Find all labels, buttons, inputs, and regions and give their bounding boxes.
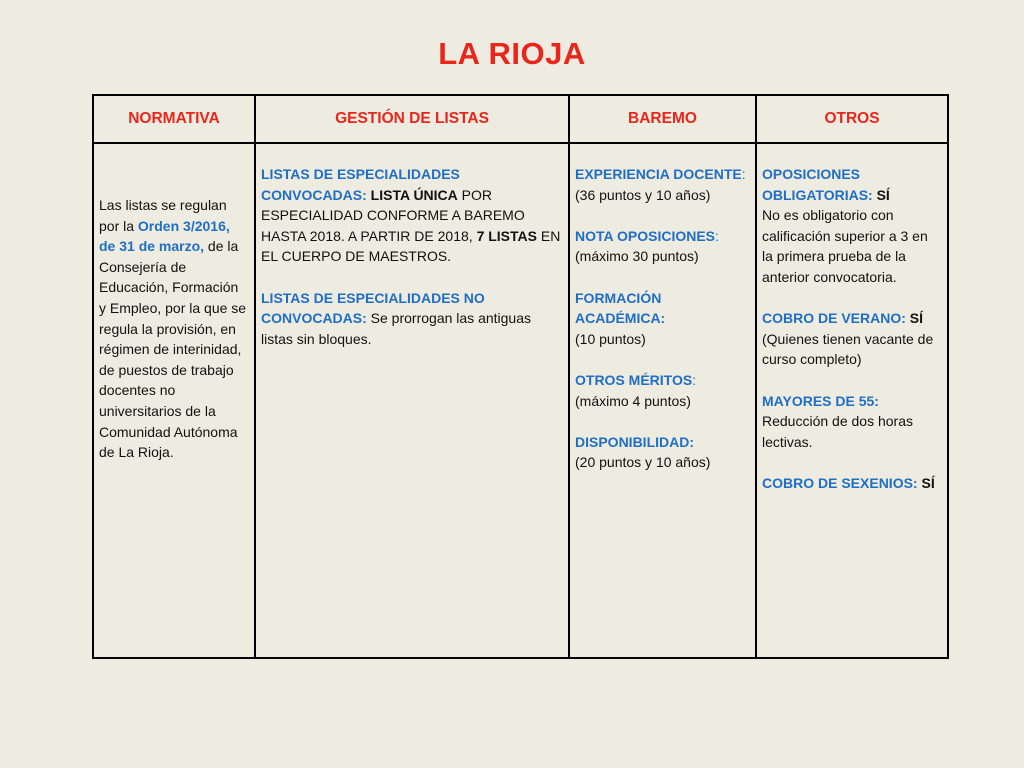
otros-mayores-block [762,391,941,453]
baremo-item-suffix: : [692,371,697,388]
baremo-item [575,288,749,350]
otros-verano-note: (Quienes tienen vacante de curso completo) [762,330,934,368]
baremo-item-label: NOTA OPOSICIONES [575,227,716,244]
otros-oposiciones-value: SÍ [872,186,890,203]
header-baremo: BAREMO [569,95,756,143]
otros-sexenios-value: SÍ [917,474,935,491]
gestion-convocadas-bold1: LISTA ÚNICA [370,186,458,203]
gestion-convocadas-block [261,164,562,267]
otros-oposiciones-label: OPOSICIONES OBLIGATORIAS: [762,166,873,203]
gestion-no-convocadas-label: LISTAS DE ESPECIALIDADES NO CONVOCADAS: [261,289,485,327]
otros-verano-label: COBRO DE VERANO: [762,310,906,327]
content-row [93,143,948,658]
comparison-table [92,94,949,659]
otros-mayores-note: Reducción de dos horas lectivas. [762,413,913,450]
otros-sexenios-block [762,473,941,494]
baremo-item-value: (máximo 4 puntos) [575,392,691,409]
gestion-cell [255,143,569,658]
baremo-item-label: EXPERIENCIA DOCENTE [575,166,742,182]
page-title: LA RIOJA [438,36,586,71]
baremo-item-suffix: : [715,227,719,244]
normativa-text-pre: Las listas se regulan por la [99,197,227,234]
header-row [93,95,948,143]
header-otros: OTROS [756,95,948,143]
baremo-item [575,432,749,473]
gestion-convocadas-bold2: 7 LISTAS [476,227,537,244]
normativa-order-link: Orden 3/2016, de 31 de marzo, [99,217,230,255]
otros-verano-value: SÍ [905,310,924,327]
normativa-text-post: de la Consejería de Educación, Formación y Empleo, por la que se regula la provisión, en régimen de interinidad, de puestos de trabajo docentes no universitarios de la Comunidad Autónoma de La Rioja. [99,238,247,461]
baremo-item-label: FORMACIÓN ACADÉMICA: [575,289,666,327]
baremo-item-value: (36 puntos y 10 años) [575,186,711,203]
baremo-item [575,226,749,267]
baremo-item [575,370,749,411]
baremo-item-label: DISPONIBILIDAD: [575,433,694,450]
otros-oposiciones-block [762,164,941,288]
baremo-item-value: (máximo 30 puntos) [575,248,699,265]
header-normativa: NORMATIVA [93,95,255,143]
otros-mayores-label: MAYORES DE 55: [762,392,879,409]
gestion-no-convocadas-block [261,288,562,350]
gestion-convocadas-label: LISTAS DE ESPECIALIDADES CONVOCADAS: [261,166,460,203]
gestion-convocadas-text2: EN EL CUERPO DE MAESTROS. [261,227,561,265]
baremo-cell [569,143,756,658]
header-gestion-de-listas: GESTIÓN DE LISTAS [255,95,569,143]
otros-cell [756,143,948,658]
gestion-convocadas-text1: POR ESPECIALIDAD CONFORME A BAREMO HASTA 2018. A PARTIR DE 2018, [261,186,525,244]
normativa-cell [93,143,255,658]
otros-oposiciones-note: No es obligatorio con calificación superior a 3 en la primera prueba de la anterior convocatoria. [762,207,928,285]
otros-sexenios-label: COBRO DE SEXENIOS: [762,474,918,491]
baremo-item-label: OTROS MÉRITOS [575,371,693,388]
gestion-no-convocadas-text: Se prorrogan las antiguas listas sin bloques. [261,310,531,347]
baremo-item-value: (10 puntos) [575,330,646,347]
otros-verano-block [762,308,941,370]
baremo-item [575,164,749,205]
baremo-item-value: (20 puntos y 10 años) [575,454,711,471]
baremo-item-suffix: : [741,166,746,182]
